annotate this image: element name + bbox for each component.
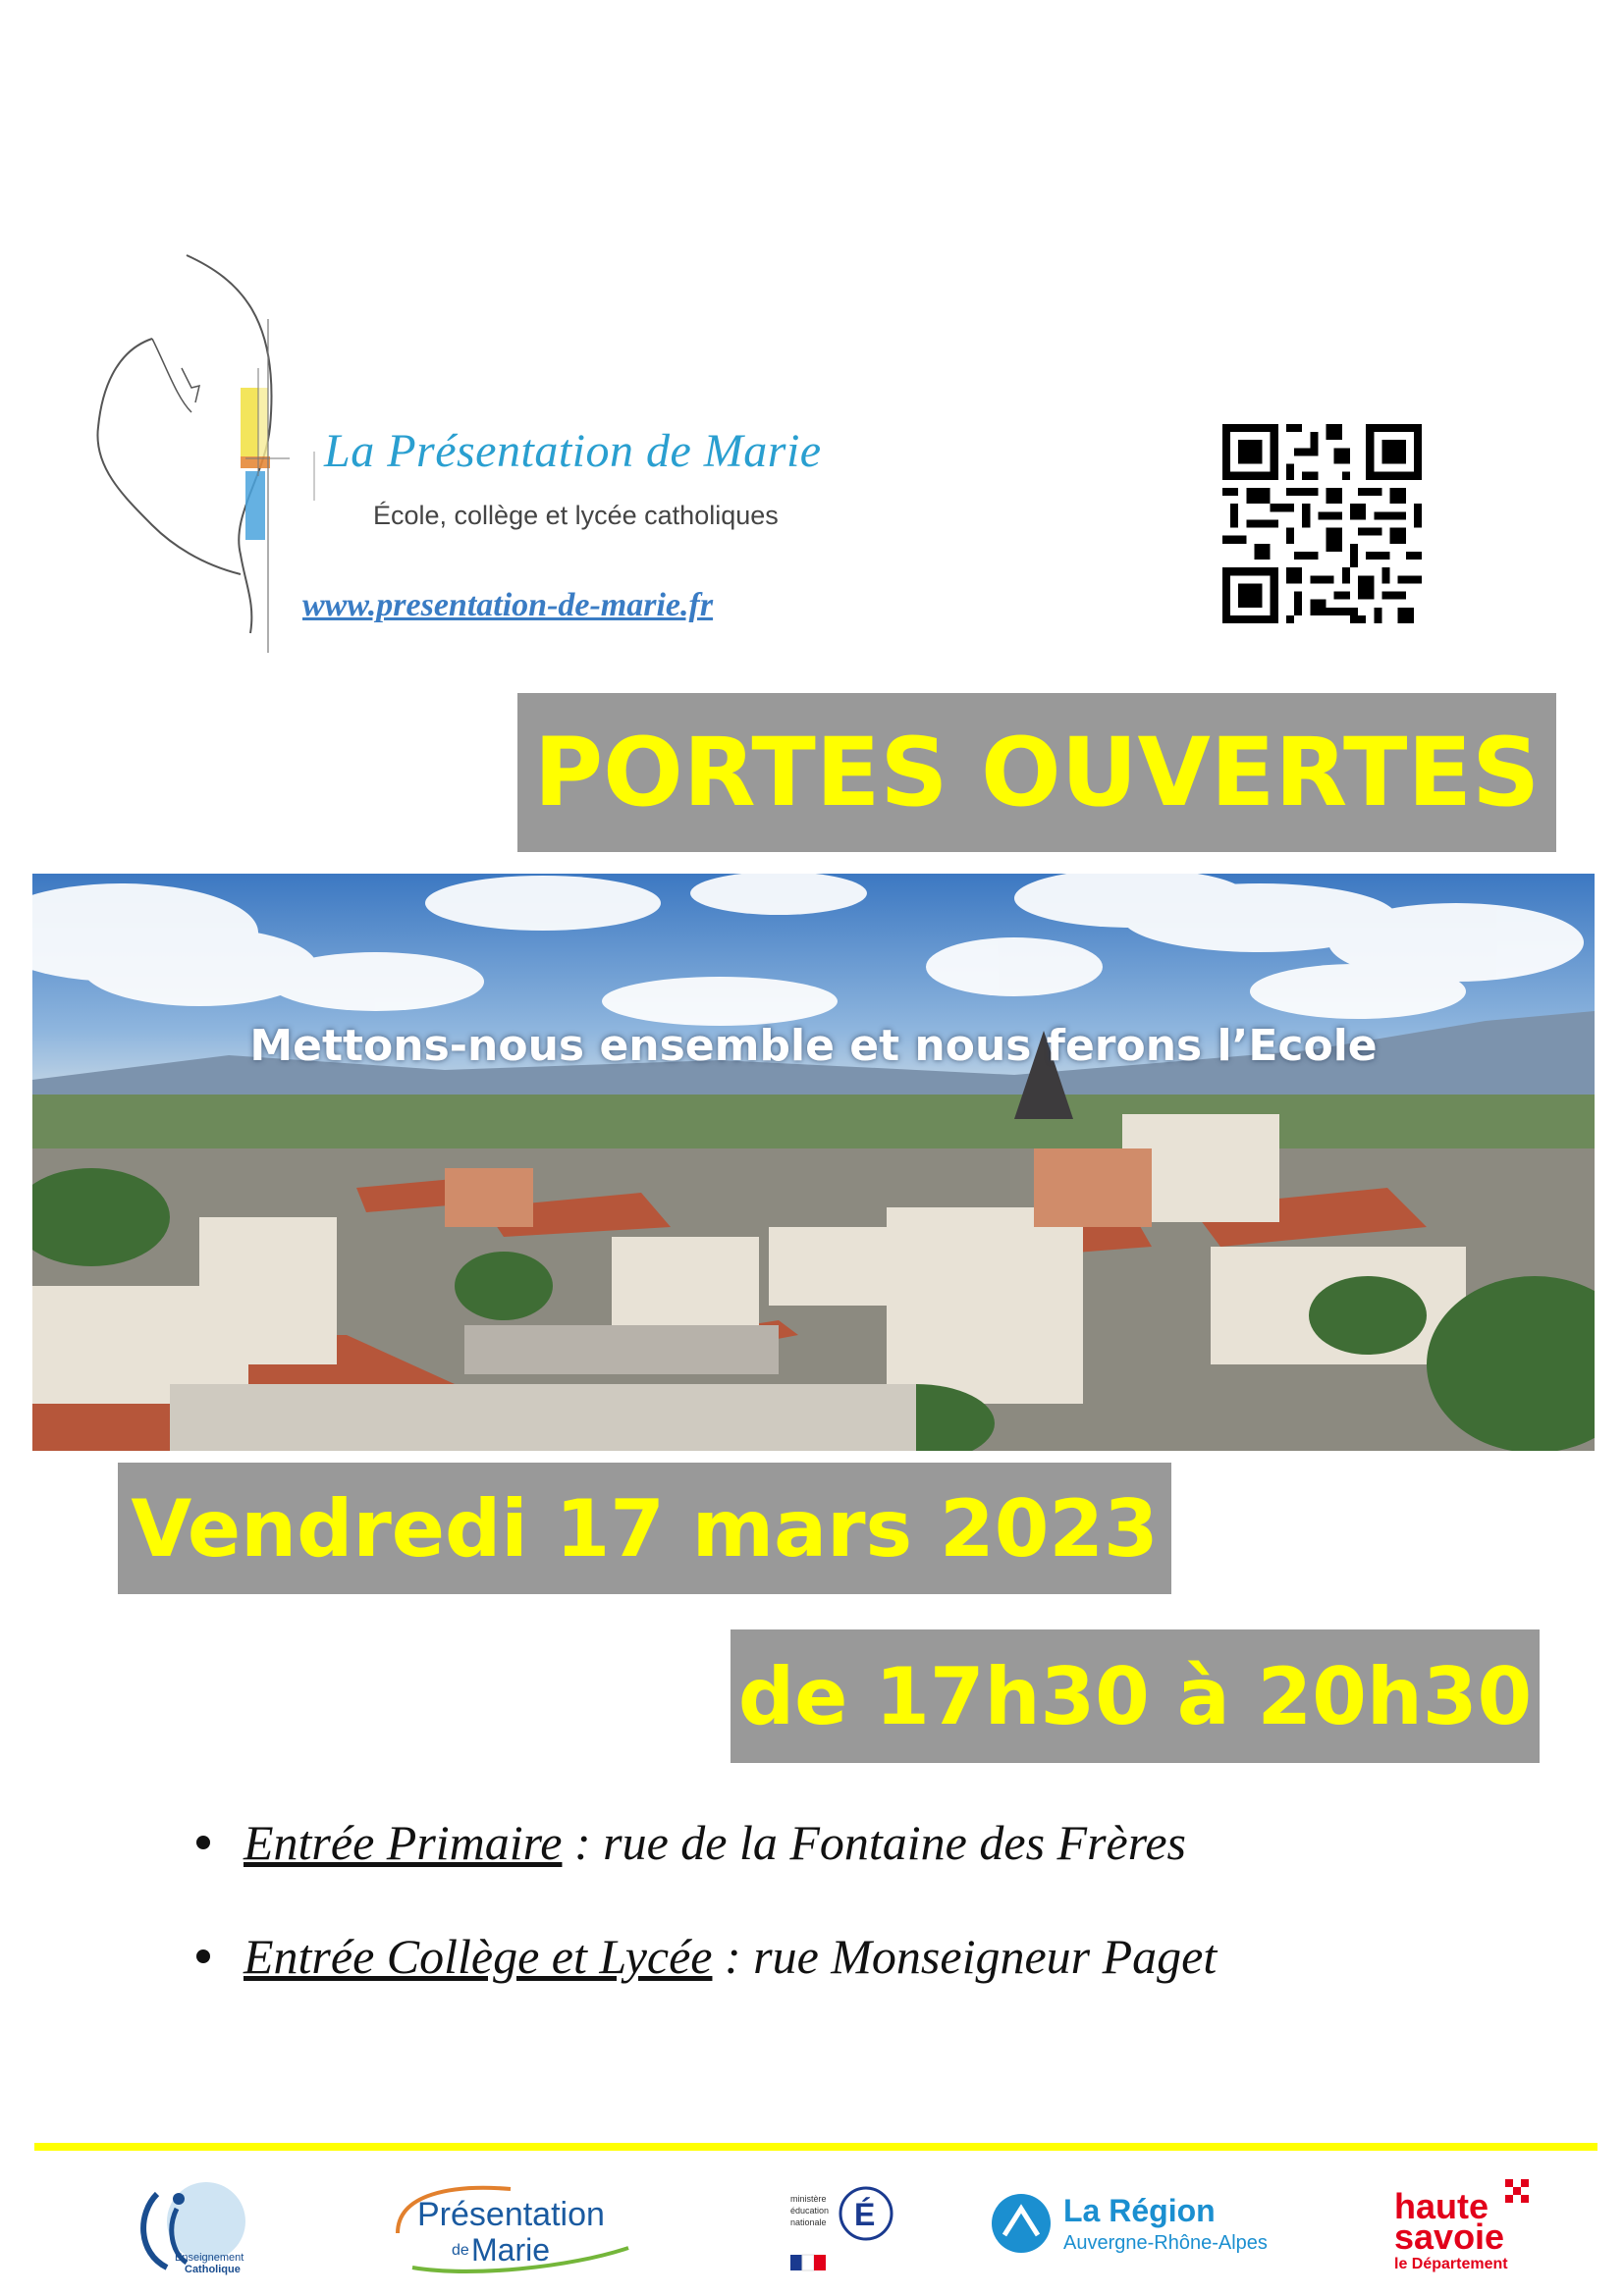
website-link[interactable]: www.presentation-de-marie.fr	[302, 587, 714, 623]
region-line1: La Région	[1063, 2193, 1216, 2228]
entry-label: Entrée Primaire	[244, 1815, 563, 1870]
town-panorama-photo	[32, 874, 1595, 1451]
ec-line2: Catholique	[185, 2264, 241, 2275]
entry-address: : rue Monseigneur Paget	[712, 1929, 1218, 1984]
footer-divider	[34, 2143, 1597, 2151]
school-logo-title: La Présentation de Marie	[324, 425, 822, 477]
bullet-icon	[196, 1949, 210, 1963]
headline-portes-ouvertes: PORTES OUVERTES	[517, 693, 1556, 852]
ec-line1: Enseignement	[175, 2252, 244, 2264]
region-line2: Auvergne-Rhône-Alpes	[1063, 2232, 1268, 2254]
pm-line2: Marie	[471, 2232, 551, 2268]
pm-line1: Présentation	[417, 2196, 605, 2233]
hs-line3: le Département	[1394, 2256, 1508, 2272]
entry-label: Entrée Collège et Lycée	[244, 1929, 713, 1984]
region-auvergne-rhone-alpes-logo	[987, 2174, 1311, 2282]
bullet-icon	[196, 1836, 210, 1849]
presentation-de-marie-logo	[393, 2174, 638, 2282]
hs-line1: haute	[1394, 2186, 1489, 2226]
list-item	[196, 1814, 1186, 1871]
school-logo-subtitle: École, collège et lycée catholiques	[373, 501, 779, 530]
panorama-illustration	[32, 874, 1595, 1451]
men-line1: ministère	[790, 2194, 827, 2204]
haute-savoie-logo	[1389, 2174, 1546, 2282]
hs-line2: savoie	[1394, 2216, 1505, 2257]
event-hours: de 17h30 à 20h30	[731, 1629, 1540, 1763]
event-date: Vendredi 17 mars 2023	[118, 1463, 1171, 1594]
men-line2: éducation	[790, 2206, 830, 2216]
list-item	[196, 1928, 1217, 1985]
enseignement-catholique-logo	[128, 2174, 265, 2282]
qr-code-icon[interactable]	[1222, 424, 1422, 623]
svg-text:É: É	[854, 2197, 876, 2232]
ministere-education-logo	[785, 2174, 903, 2282]
pm-de: de	[452, 2242, 469, 2259]
photo-caption: Mettons-nous ensemble et nous ferons l’Ecole	[249, 1021, 1378, 1071]
entry-address: : rue de la Fontaine des Frères	[562, 1815, 1186, 1870]
men-line3: nationale	[790, 2217, 827, 2227]
